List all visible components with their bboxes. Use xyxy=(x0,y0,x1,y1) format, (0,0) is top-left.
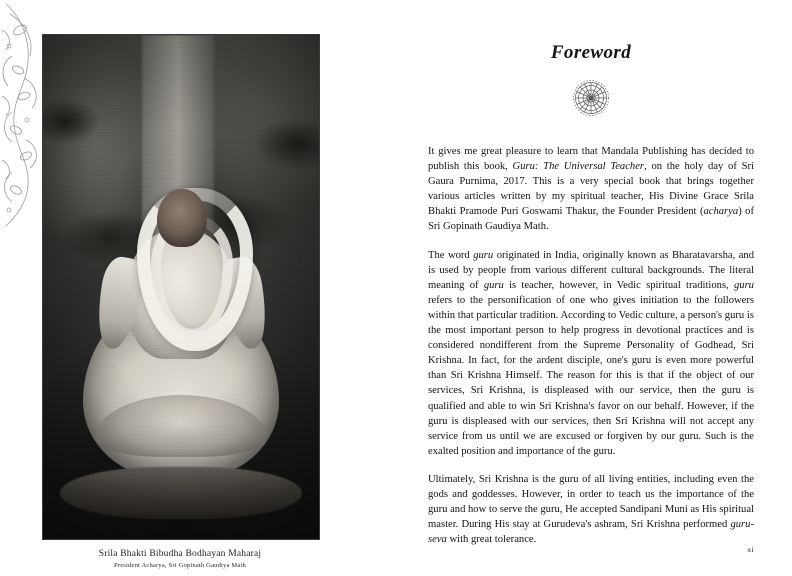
photo-grain xyxy=(43,35,319,539)
caption-title: Srila Bhakti Bibudha Bodhayan Maharaj xyxy=(98,549,262,559)
seated-guru-photograph xyxy=(42,34,320,540)
photo-panel xyxy=(42,34,318,569)
paragraph-1: It gives me great pleasure to learn that Mandala Publishing has decided to publish this book, Guru: The Universal Teacher, on the holy day of Sri Gaura Purnima, 2017. This is a very special book that brings together various articles written by my spiritual teacher, His Divine Grace Srila Bhakti Pramode Puri Goswami Thakur, the Founder President (acharya) of Sri Gopinath Gaudiya Math. xyxy=(428,146,754,233)
foreword-text-panel xyxy=(428,34,754,547)
paragraph-2: The word guru originated in India, originally known as Bharatavarsha, and is used by people from various different cultural backgrounds. The literal meaning of guru is teacher, however, in Vedic spiritual traditions, guru refers to the personification of one who gives initiation to the followers within that particular tradition. According to Vedic culture, a person's guru is the most important person to help progress in devotional practices and is considered nondifferent from the Supreme Personality of Godhead, Sri Krishna. In fact, for the ardent disciple, one's guru is even more powerful than Sri Krishna Himself. The reason for this is that if the object of our services, Sri Krishna, is displeased with our service, then the guru is qualified and able to win Sri Krishna's favor on our behalf. However, if the guru is displeased with our services, then Sri Krishna will not accept any service from us until we are excused or forgiven by our guru. Such is the exalted position and importance of the guru. xyxy=(428,249,754,457)
page-title: Foreword xyxy=(550,42,632,63)
mandala-ornament xyxy=(428,76,754,120)
paragraph-3: Ultimately, Sri Krishna is the guru of all living entities, including even the gods and goddesses. However, in order to teach us the importance of the guru and how to serve the guru, He accepted Sandipani Muni as His spiritual master. During His stay at Gurudeva's ashram, Sri Krishna performed guru-seva with great tolerance. xyxy=(428,473,754,546)
foreword-body xyxy=(428,144,754,547)
page-number: xi xyxy=(747,545,754,554)
caption-subtitle: President Acharya, Sri Gopinath Gaudiya Math xyxy=(114,562,246,569)
photo-caption xyxy=(42,549,318,569)
